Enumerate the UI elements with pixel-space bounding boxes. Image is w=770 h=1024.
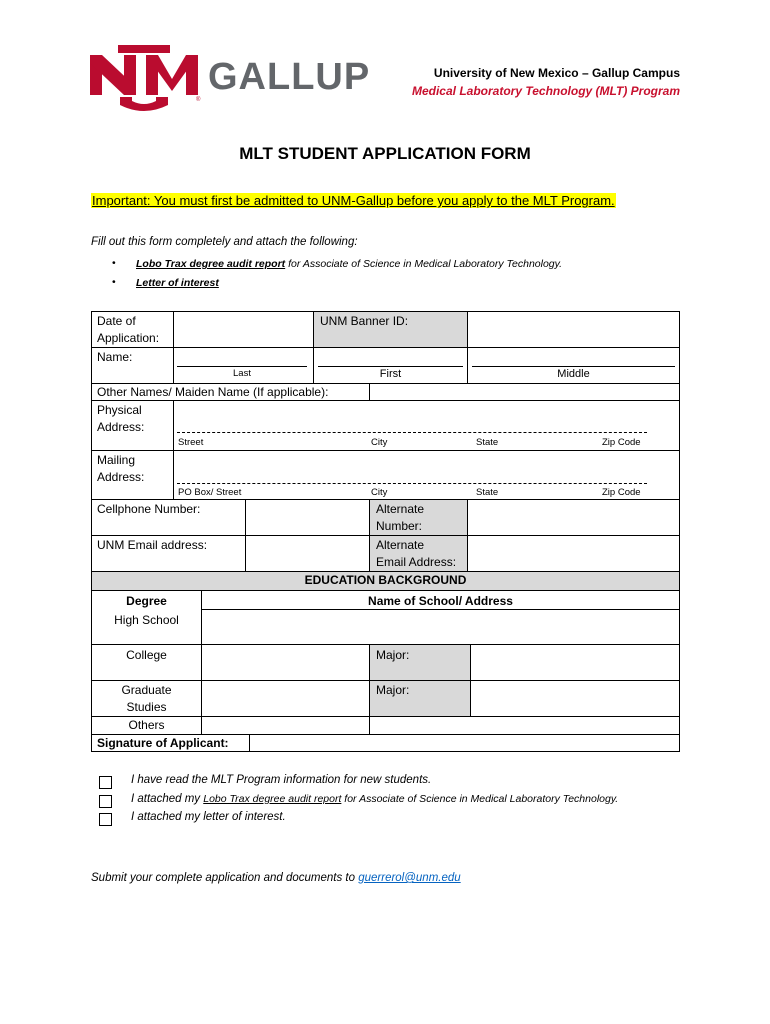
audit-report-link-text: Lobo Trax degree audit report bbox=[203, 793, 342, 805]
high-school-label: High School bbox=[114, 613, 179, 627]
divider bbox=[313, 347, 314, 384]
date-label: Date of Application: bbox=[97, 314, 160, 345]
po-box-label: PO Box/ Street bbox=[178, 487, 242, 498]
divider bbox=[173, 347, 174, 384]
graduate-major-label: Major: bbox=[376, 683, 410, 697]
email-link[interactable]: guerrerol@unm.edu bbox=[358, 872, 461, 884]
others-field[interactable] bbox=[201, 716, 370, 735]
form-title: MLT STUDENT APPLICATION FORM bbox=[239, 144, 531, 163]
city-label: City bbox=[371, 487, 388, 498]
school-header: Name of School/ Address bbox=[368, 594, 513, 608]
education-header: EDUCATION BACKGROUND bbox=[304, 573, 467, 587]
registered-mark: ® bbox=[196, 97, 201, 103]
bullet-1-bold: Lobo Trax degree audit report bbox=[136, 258, 286, 270]
college-field[interactable] bbox=[201, 644, 370, 681]
graduate-major-field[interactable] bbox=[470, 680, 680, 717]
zip-label: Zip Code bbox=[602, 437, 641, 448]
other-names-field[interactable] bbox=[369, 383, 680, 401]
important-notice bbox=[91, 193, 616, 208]
read-info-text: I have read the MLT Program information for new students. bbox=[131, 774, 432, 786]
divider bbox=[173, 400, 174, 451]
bullet-1-rest: for Associate of Science in Medical Laboratory Technology. bbox=[285, 258, 563, 270]
last-name-field[interactable] bbox=[177, 355, 307, 367]
bullet-2-bold: Letter of interest bbox=[136, 277, 219, 289]
campus-name: University of New Mexico – Gallup Campus bbox=[433, 66, 680, 80]
other-names-label: Other Names/ Maiden Name (If applicable): bbox=[97, 385, 329, 399]
graduate-field[interactable] bbox=[201, 680, 370, 717]
middle-name-field[interactable] bbox=[472, 355, 675, 367]
program-name: Medical Laboratory Technology (MLT) Program bbox=[411, 84, 680, 98]
divider bbox=[173, 450, 174, 500]
banner-id-field[interactable] bbox=[467, 311, 680, 348]
physical-address-label: Physical Address: bbox=[97, 403, 145, 434]
important-text: Important: You must first be admitted to UNM-Gallup before you apply to the MLT Program. bbox=[92, 193, 615, 208]
alt-email-field[interactable] bbox=[467, 535, 680, 572]
mailing-address-field[interactable] bbox=[177, 471, 647, 484]
submit-instructions: Submit your complete application and documents to guerrerol@unm.edu bbox=[91, 872, 461, 884]
middle-label: Middle bbox=[557, 368, 590, 380]
banner-id-label: UNM Banner ID: bbox=[320, 314, 409, 328]
zip-label: Zip Code bbox=[602, 487, 641, 498]
high-school-field[interactable] bbox=[201, 609, 680, 645]
alt-number-label: Alternate Number: bbox=[376, 502, 425, 533]
alt-number-field[interactable] bbox=[467, 499, 680, 536]
attached-letter-text: I attached my letter of interest. bbox=[131, 811, 286, 823]
logo-wordmark: GALLUP bbox=[208, 56, 371, 98]
attached-audit-text: I attached my Lobo Trax degree audit report for Associate of Science in Medical Laboratory Technology. bbox=[131, 793, 619, 805]
intro-text: Fill out this form completely and attach the following: bbox=[91, 236, 358, 248]
degree-header: Degree bbox=[126, 594, 167, 608]
divider bbox=[467, 347, 468, 384]
others-extra-field[interactable] bbox=[369, 716, 680, 735]
unm-email-field[interactable] bbox=[245, 535, 370, 572]
signature-field[interactable] bbox=[249, 734, 680, 752]
first-label: First bbox=[379, 368, 402, 380]
last-label: Last bbox=[233, 368, 251, 379]
first-name-field[interactable] bbox=[318, 355, 463, 367]
city-label: City bbox=[371, 437, 388, 448]
state-label: State bbox=[476, 437, 499, 448]
attached-letter-checkbox[interactable] bbox=[99, 813, 112, 826]
college-major-label: Major: bbox=[376, 648, 410, 662]
read-info-checkbox[interactable] bbox=[99, 776, 112, 789]
unm-logo bbox=[90, 45, 201, 111]
graduate-label: Graduate Studies bbox=[121, 683, 172, 714]
attached-audit-checkbox[interactable] bbox=[99, 795, 112, 808]
street-label: Street bbox=[178, 437, 204, 448]
alt-email-label: Alternate Email Address: bbox=[376, 538, 457, 569]
cellphone-field[interactable] bbox=[245, 499, 370, 536]
college-label: College bbox=[126, 648, 167, 662]
date-of-application-field[interactable] bbox=[173, 311, 314, 348]
name-label: Name: bbox=[97, 350, 133, 364]
signature-label: Signature of Applicant: bbox=[97, 736, 229, 750]
college-major-field[interactable] bbox=[470, 644, 680, 681]
state-label: State bbox=[476, 487, 499, 498]
mailing-address-label: Mailing Address: bbox=[97, 453, 145, 484]
bullet-icon: • bbox=[112, 257, 116, 269]
others-label: Others bbox=[128, 718, 165, 732]
physical-address-field[interactable] bbox=[177, 420, 647, 433]
unm-email-label: UNM Email address: bbox=[97, 538, 208, 552]
bullet-icon: • bbox=[112, 276, 116, 288]
cellphone-label: Cellphone Number: bbox=[97, 502, 201, 516]
